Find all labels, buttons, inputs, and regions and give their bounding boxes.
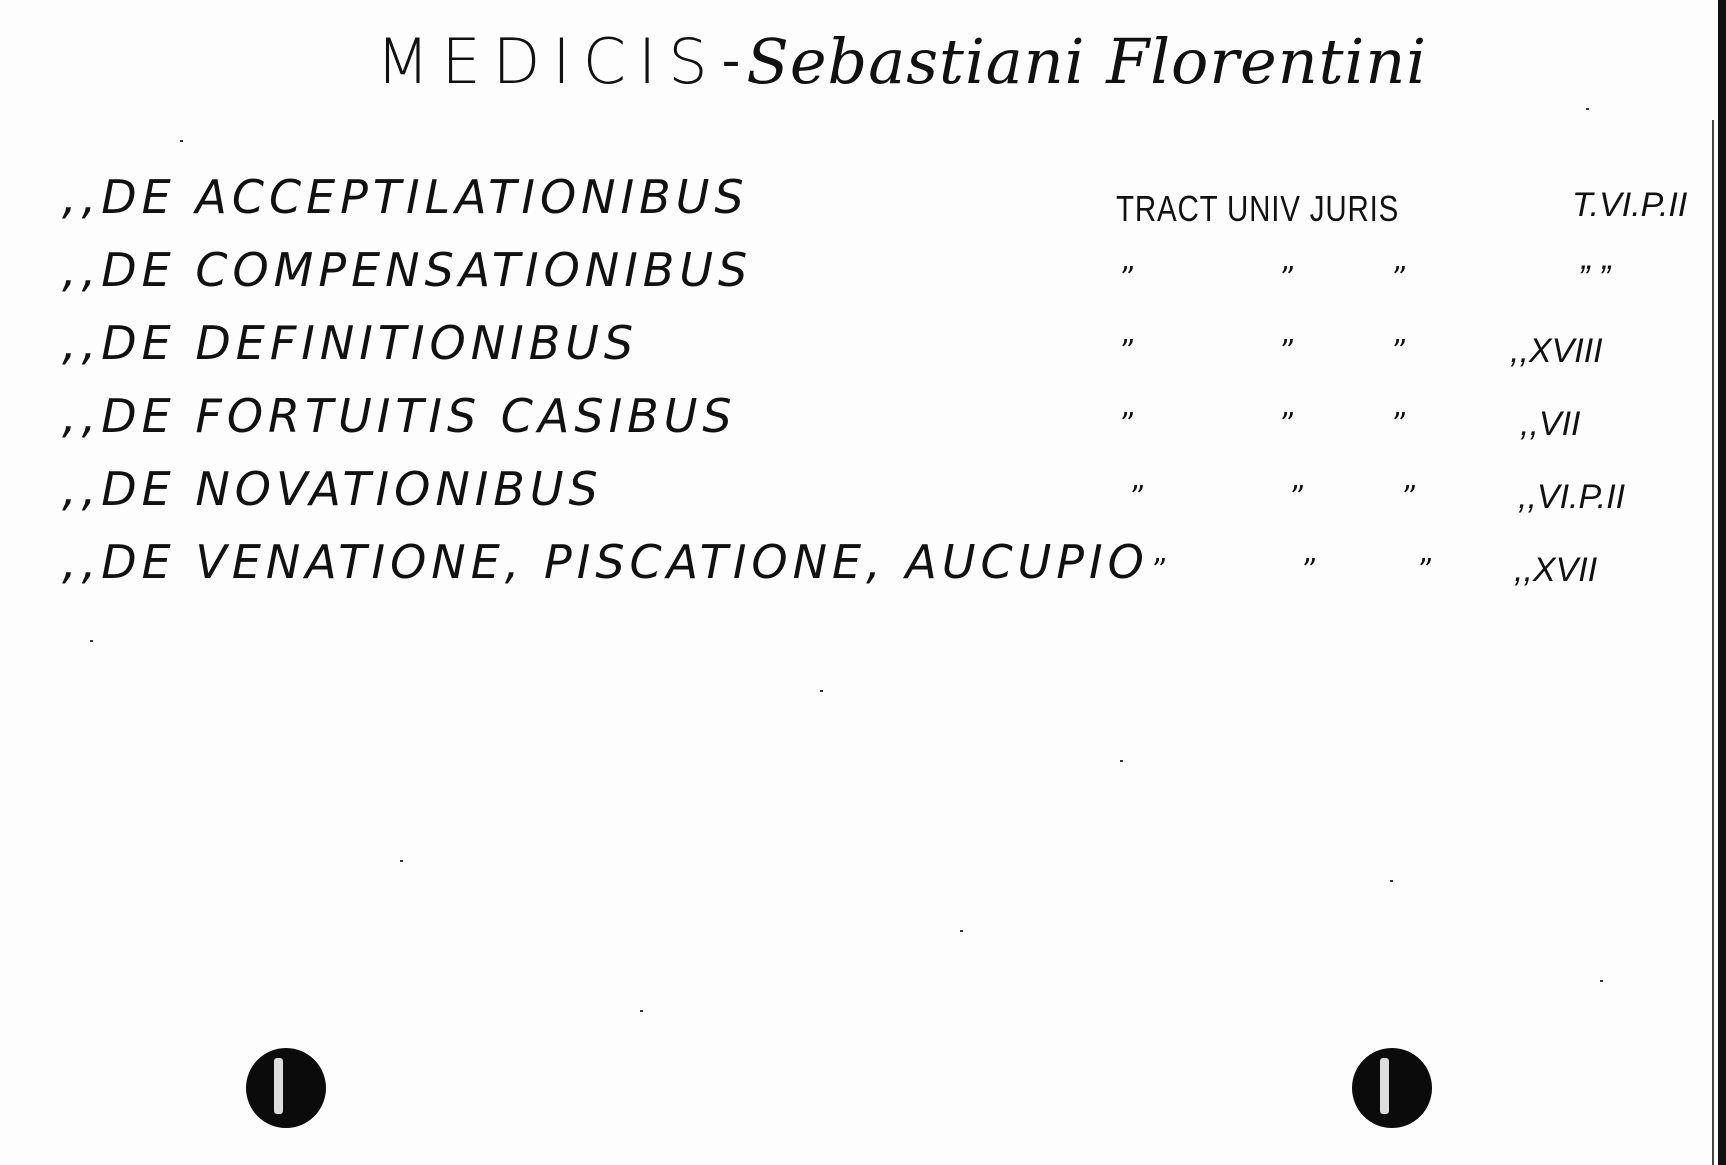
ditto-mark: ” (1280, 261, 1296, 296)
card-heading (376, 16, 1427, 106)
author-surname: MEDICIS (376, 24, 720, 98)
ditto-mark: ” (1302, 553, 1318, 588)
entry-title: ,,DE ACCEPTILATIONIBUS (62, 170, 749, 224)
list-item (62, 389, 1702, 462)
speck (180, 140, 183, 142)
list-item (62, 170, 1702, 243)
list-item (62, 316, 1702, 389)
ditto-mark: ” (1392, 407, 1408, 442)
punch-hole-left (246, 1048, 326, 1128)
speck (400, 860, 403, 862)
ditto-mark: ” (1392, 334, 1408, 369)
speck (960, 930, 963, 932)
list-item (62, 243, 1702, 316)
speck (1586, 108, 1589, 110)
speck (1390, 880, 1393, 882)
entry-title: ,,DE DEFINITIONIBUS (62, 316, 639, 370)
heading-separator: - (721, 31, 741, 91)
speck (1600, 980, 1603, 982)
ditto-mark: ” (1130, 480, 1146, 515)
ditto-mark: ” (1392, 261, 1408, 296)
entry-title: ,,DE NOVATIONIBUS (62, 462, 603, 516)
entry-title: ,,DE COMPENSATIONIBUS (62, 243, 753, 297)
list-item (62, 535, 1702, 608)
ditto-mark: ” (1120, 334, 1136, 369)
speck (820, 690, 823, 692)
volume-reference: ” ” (1578, 259, 1611, 297)
punch-hole-right (1352, 1048, 1432, 1128)
volume-reference: ,,VII (1520, 405, 1581, 443)
author-given-name: Sebastiani Florentini (746, 24, 1428, 98)
volume-reference: ,,XVIII (1510, 332, 1603, 370)
volume-reference: T.VI.P.II (1572, 186, 1688, 224)
speck (640, 1010, 643, 1012)
volume-reference: ,,VI.P.II (1518, 478, 1626, 516)
card-edge (1718, 0, 1726, 1165)
ditto-mark: ” (1418, 553, 1434, 588)
ditto-mark: ” (1402, 480, 1418, 515)
speck (1120, 760, 1123, 762)
series-label: TRACT UNIV JURIS (1116, 188, 1400, 229)
entry-title: ,,DE VENATIONE, PISCATIONE, AUCUPIO (62, 535, 1149, 589)
entry-list (62, 170, 1702, 608)
ditto-mark: ” (1280, 334, 1296, 369)
ditto-mark: ” (1280, 407, 1296, 442)
volume-reference: ,,XVII (1514, 551, 1598, 589)
ditto-mark: ” (1290, 480, 1306, 515)
entry-title: ,,DE FORTUITIS CASIBUS (62, 389, 737, 443)
ditto-mark: ” (1120, 407, 1136, 442)
speck (90, 640, 93, 642)
ditto-mark: ” (1152, 553, 1168, 588)
card-edge-line (1712, 120, 1714, 1165)
list-item (62, 462, 1702, 535)
ditto-mark: ” (1120, 261, 1136, 296)
